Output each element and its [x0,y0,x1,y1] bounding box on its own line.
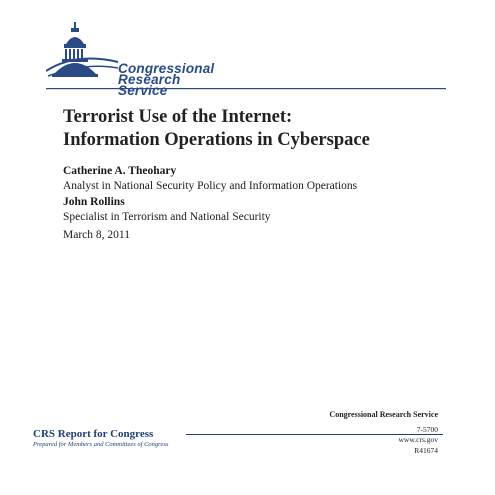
crs-logo-text [118,63,214,96]
author-name: Catherine A. Theohary [63,165,177,177]
org-name: Congressional Research Service [329,410,438,419]
author-role: Analyst in National Security Policy and Information Operations [63,180,358,192]
report-id: R41674 [414,445,438,455]
author-block [63,195,271,225]
author-name: John Rollins [63,196,125,208]
logo-text-line3: Service [118,83,168,98]
logo-rule [46,88,446,89]
title-line-2: Information Operations in Cyberspace [63,130,370,150]
footer-rule [186,434,443,435]
title-line-1: Terrorist Use of the Internet: [63,107,293,127]
author-block [63,164,357,194]
crs-logo [46,22,446,96]
report-date: March 8, 2011 [63,229,130,241]
footer-title: CRS Report for Congress [33,428,154,440]
footer-subtitle: Prepared for Members and Committees of Congress [33,441,169,448]
report-info-block [329,410,438,456]
logo-text-line2: Research [118,72,181,87]
author-role: Specialist in Terrorism and National Security [63,211,271,223]
report-title [63,106,483,152]
report-number: 7-5700 [416,424,438,434]
website-link[interactable]: www.crs.gov [398,435,438,444]
logo-text-line1: Congressional [118,61,215,76]
